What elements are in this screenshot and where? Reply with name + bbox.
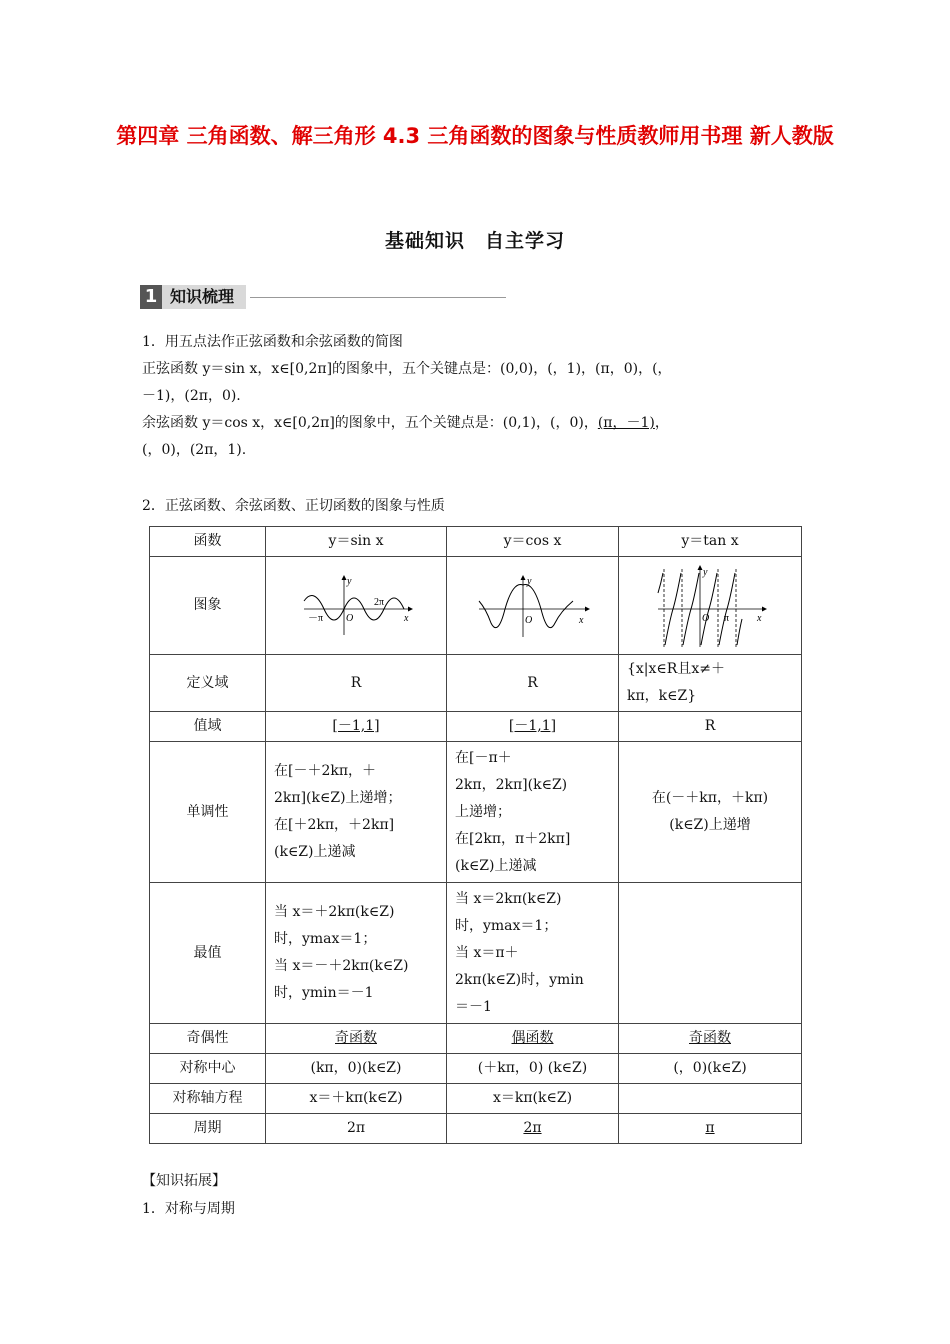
sin-graph-cell [266,557,447,655]
p1-cos-line1-underlined: (π，－1) [597,415,655,431]
mono-tan [619,742,802,883]
table-row-extreme [150,883,802,1024]
p1-cos-line1-b: ， [654,415,669,431]
section-heading-right: 自主学习 [485,230,566,252]
p1-heading: 1．用五点法作正弦函数和余弦函数的简图 [142,334,403,350]
extreme-cos-line: 2kπ(k∈Z)时，ymin [455,971,584,988]
parity-cos-cell [447,1024,619,1054]
cos-graph-x-label: x [578,614,583,626]
axis-sin: x＝＋kπ(k∈Z) [266,1084,447,1114]
tan-graph-origin: O [702,612,710,624]
extreme-cos-line: 时，ymax＝1； [455,917,558,934]
range-sin: [－1,1] [332,718,380,734]
parity-tan: 奇函数 [689,1030,731,1046]
extreme-tan [619,883,802,1024]
table-row-graph [150,557,802,655]
p2-heading: 2．正弦函数、余弦函数、正切函数的图象与性质 [142,498,445,514]
center-label: 对称中心 [150,1054,266,1084]
cos-graph-cell [447,557,619,655]
domain-cos: R [447,655,619,712]
extreme-cos-line: ＝－1 [455,998,492,1015]
p1-cos-line1 [142,410,817,437]
mono-sin [266,742,447,883]
mono-cos [447,742,619,883]
sin-graph-y-label: y [347,575,352,587]
extreme-label: 最值 [150,883,266,1024]
axis-cos: x＝kπ(k∈Z) [447,1084,619,1114]
extreme-sin-line: 时，ymin＝－1 [274,985,374,1001]
parity-cos: 偶函数 [511,1030,554,1046]
section-heading [0,226,950,253]
sin-graph [296,571,416,641]
mono-tan-line: 在(－＋kπ，＋kπ) [651,790,769,806]
document-title: 第四章 三角函数、解三角形 4.3 三角函数的图象与性质教师用书理 新人教版 [116,124,834,148]
p1-cos-line1-a: 余弦函数 y＝cos x，x∈[0,2π]的图象中，五个关键点是：(0,1)，(，0)， [142,415,598,431]
extreme-sin-line: 当 x＝＋2kπ(k∈Z) [274,904,395,920]
extreme-sin [266,883,447,1024]
period-cos: 2π [523,1120,542,1136]
mono-label: 单调性 [150,742,266,883]
mono-cos-line: 在[2kπ，π＋2kπ] [455,830,571,847]
domain-sin: R [266,655,447,712]
mono-sin-line: 在[＋2kπ，＋2kπ] [274,817,395,833]
range-sin-cell [266,712,447,742]
domain-tan-line2: kπ，k∈Z} [627,688,697,704]
header-cos: y＝cos x [447,527,619,557]
p1-sin-line1: 正弦函数 y＝sin x，x∈[0,2π]的图象中，五个关键点是：(0,0)，(，1)，(π，0)，(， [142,361,672,377]
extension-item-1: 1．对称与周期 [142,1201,235,1217]
tan-graph [650,563,770,649]
properties-table [149,526,802,1144]
range-label: 值域 [150,712,266,742]
axis-label: 对称轴方程 [150,1084,266,1114]
center-cos: (＋kπ，0) (k∈Z) [447,1054,619,1084]
extreme-sin-line: 时，ymax＝1； [274,931,377,947]
header-sin: y＝sin x [266,527,447,557]
badge-divider [250,297,506,298]
sin-graph-neg-pi: －π [308,612,324,624]
center-tan: (，0)(k∈Z) [619,1054,802,1084]
range-cos: [－1,1] [508,718,557,734]
mono-tan-line: (k∈Z)上递增 [669,817,751,833]
badge-label: 知识梳理 [162,285,246,309]
center-sin: (kπ，0)(k∈Z) [266,1054,447,1084]
range-cos-cell [447,712,619,742]
tan-graph-x-label: x [757,612,762,624]
sin-graph-two-pi: 2π [374,596,385,608]
mono-cos-line: 上递增； [455,803,511,820]
parity-tan-cell [619,1024,802,1054]
p1-sin-line2: －1)，(2π，0). [142,388,241,404]
mono-cos-line: (k∈Z)上递减 [455,857,537,874]
tan-graph-cell [619,557,802,655]
sin-graph-origin: O [346,612,354,624]
period-label: 周期 [150,1114,266,1144]
mono-cos-line: 2kπ，2kπ](k∈Z) [455,776,568,793]
tan-graph-pi: π [724,612,730,624]
extreme-cos-line: 当 x＝π＋ [455,944,519,961]
graph-label: 图象 [150,557,266,655]
sin-graph-x-label: x [404,612,409,624]
domain-label: 定义域 [150,655,266,712]
extreme-cos [447,883,619,1024]
domain-tan [619,655,802,712]
cos-graph-origin: O [524,614,532,626]
mono-cos-line: 在[－π＋ [455,749,512,766]
table-row-parity [150,1024,802,1054]
table-row-center [150,1054,802,1084]
axis-tan [619,1084,802,1114]
p1-cos-line2: (，0)，(2π，1). [142,442,247,458]
table-row-range [150,712,802,742]
extension-heading: 【知识拓展】 [142,1173,226,1189]
cos-graph-y-label: y [526,575,531,587]
badge-number: 1 [140,285,162,309]
extreme-sin-line: 当 x＝－＋2kπ(k∈Z) [274,958,409,974]
table-row-domain [150,655,802,712]
table-row-axis [150,1084,802,1114]
header-function: 函数 [150,527,266,557]
mono-sin-line: (k∈Z)上递减 [274,844,356,860]
table-row-period [150,1114,802,1144]
range-tan: R [619,712,802,742]
parity-sin-cell [266,1024,447,1054]
section-heading-left: 基础知识 [384,230,465,252]
table-row-monotonicity [150,742,802,883]
period-tan: π [705,1120,715,1136]
header-tan: y＝tan x [619,527,802,557]
parity-sin: 奇函数 [335,1030,377,1046]
period-tan-cell [619,1114,802,1144]
knowledge-badge [140,285,506,309]
domain-tan-line1: {x|x∈R且x≠＋ [627,661,725,677]
cos-graph [473,571,593,641]
extreme-cos-line: 当 x＝2kπ(k∈Z) [455,890,562,907]
parity-label: 奇偶性 [150,1024,266,1054]
table-row-header [150,527,802,557]
period-sin: 2π [266,1114,447,1144]
paragraph-five-point [142,329,817,464]
period-cos-cell [447,1114,619,1144]
mono-sin-line: 2kπ](k∈Z)上递增； [274,790,402,806]
mono-sin-line: 在[－＋2kπ，＋ [274,763,377,779]
tan-graph-y-label: y [703,566,708,578]
